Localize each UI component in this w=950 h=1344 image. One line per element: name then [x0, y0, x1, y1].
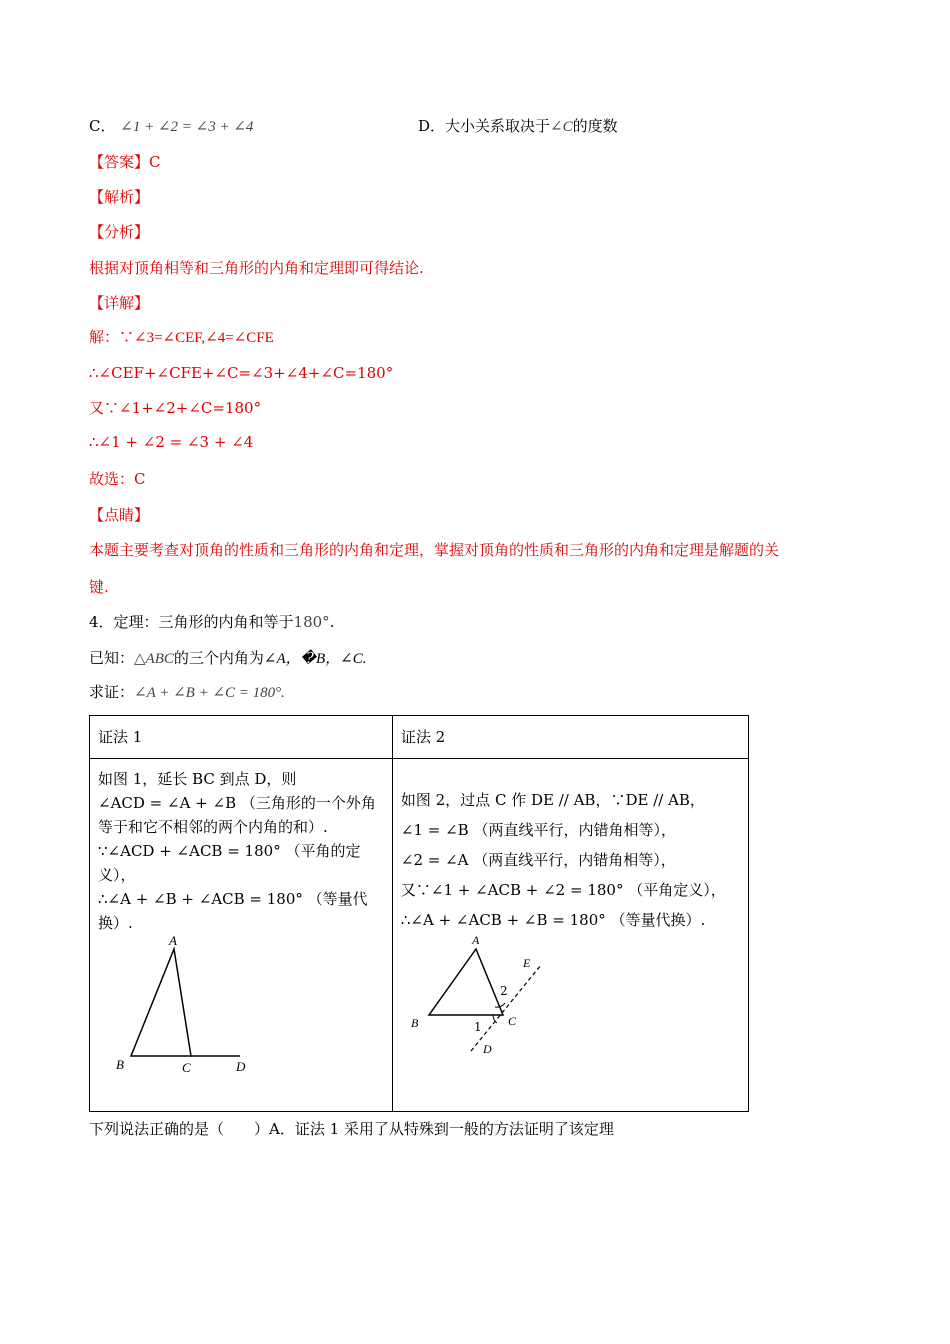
option-c-expr: ∠1 + ∠2 = ∠3 + ∠4 [120, 119, 254, 135]
q4-tail: 下列说法正确的是（ ）A．证法 1 采用了从特殊到一般的方法证明了该定理 [89, 1120, 614, 1138]
fig2-label-a: A [471, 935, 480, 947]
fenxi-text: 根据对顶角相等和三角形的内角和定理即可得结论. [89, 259, 424, 277]
analysis-label: 【解析】 [89, 188, 150, 206]
q4-stem-expr: 180° [293, 613, 330, 631]
detail-label: 【详解】 [89, 294, 150, 312]
answer-label: 【答案】 [89, 153, 150, 171]
q4-prove [89, 682, 285, 703]
option-d [418, 116, 618, 137]
proof1-header: 证法 1 [90, 716, 393, 759]
proof2-line: 又∵∠1 + ∠ACB + ∠2 = 180° （平角定义）， [400, 881, 726, 899]
option-d-suffix: 的度数 [572, 117, 618, 135]
figure-2 [401, 935, 601, 1065]
dianjing-text-1: 本题主要考查对顶角的性质和三角形的内角和定理，掌握对顶角的性质和三角形的内角和定理是解题的关 [89, 541, 780, 559]
proof1-cell [90, 759, 393, 1112]
proof1-line: ∵∠ACD + ∠ACB = 180° （平角的定 [98, 842, 361, 860]
q4-stem [89, 612, 334, 632]
fig1-triangle [131, 949, 191, 1056]
detail-line-4: ∴∠1 + ∠2 = ∠3 + ∠4 [89, 433, 254, 451]
dianjing-text-2: 键. [89, 578, 109, 596]
fig2-label-c: C [507, 1014, 516, 1028]
q4-stem-end: . [329, 613, 335, 631]
option-d-label: D．大小关系取决于 [418, 117, 551, 135]
fig2-triangle [429, 949, 503, 1015]
answer-value: C [149, 153, 161, 171]
proof1-line: 如图 1，延长 BC 到点 D，则 [98, 770, 297, 788]
detail-line-2: ∴∠CEF+∠CFE+∠C=∠3+∠4+∠C=180° [89, 364, 394, 382]
detail-line-1: 解：∵∠3=∠CEF,∠4=∠CFE [89, 330, 274, 346]
proof2-header: 证法 2 [392, 716, 748, 759]
fig1-label-a: A [169, 935, 177, 948]
q4-prove-expr: ∠A + ∠B + ∠C = 180°. [134, 685, 285, 701]
proof1-line: 义）， [98, 866, 136, 884]
proof2-line: ∴∠A + ∠ACB + ∠B = 180° （等量代换）. [400, 911, 706, 929]
proof1-line: ∠ACD = ∠A + ∠B （三角形的一个外角 [98, 794, 376, 812]
fig2-angle-2-arc [495, 1003, 505, 1007]
q4-known-angles: ∠A，�B，∠C. [263, 651, 367, 667]
fig2-label-b: B [410, 1016, 419, 1030]
answer [89, 152, 161, 172]
fig1-label-c: C [182, 1060, 191, 1075]
q4-prove-prefix: 求证： [89, 683, 135, 701]
fig2-line-de [471, 965, 541, 1051]
detail-line-5: 故选：C [89, 470, 146, 488]
q4-known [89, 648, 367, 669]
proof2-line: ∠2 = ∠A （两直线平行，内错角相等）， [400, 851, 676, 869]
fig2-label-1: 1 [473, 1020, 482, 1034]
option-c-label: C． [89, 117, 116, 135]
fig2-angle-1-arc [493, 1015, 497, 1023]
fig2-label-e: E [522, 956, 531, 970]
detail-line-3: 又∵∠1+∠2+∠C=180° [89, 399, 262, 417]
option-d-expr: ∠C [550, 119, 573, 135]
figure-1 [98, 935, 378, 1075]
dianjing-label: 【点睛】 [89, 506, 150, 524]
proof2-line: ∠1 = ∠B （两直线平行，内错角相等）， [400, 821, 676, 839]
q4-known-mid: 的三个内角为 [173, 649, 264, 667]
proof-table [89, 715, 749, 1112]
fig2-label-2: 2 [499, 984, 508, 998]
fig2-label-d: D [482, 1042, 492, 1056]
q4-known-prefix: 已知： [89, 649, 135, 667]
proof1-line: 等于和它不相邻的两个内角的和）. [98, 818, 328, 836]
proof1-line: ∴∠A + ∠B + ∠ACB = 180° （等量代 [98, 890, 368, 908]
fig1-label-d: D [236, 1059, 246, 1074]
proof1-line: 换）. [98, 914, 133, 932]
option-c [89, 116, 253, 137]
proof2-cell [392, 759, 748, 1112]
q4-stem-text: 4．定理：三角形的内角和等于 [89, 613, 294, 631]
fenxi-label: 【分析】 [89, 223, 150, 241]
proof2-line: 如图 2，过点 C 作 DE // AB，∵DE // AB， [400, 791, 705, 809]
fig1-label-b: B [116, 1057, 124, 1072]
q4-known-tri: △ABC [134, 651, 174, 667]
